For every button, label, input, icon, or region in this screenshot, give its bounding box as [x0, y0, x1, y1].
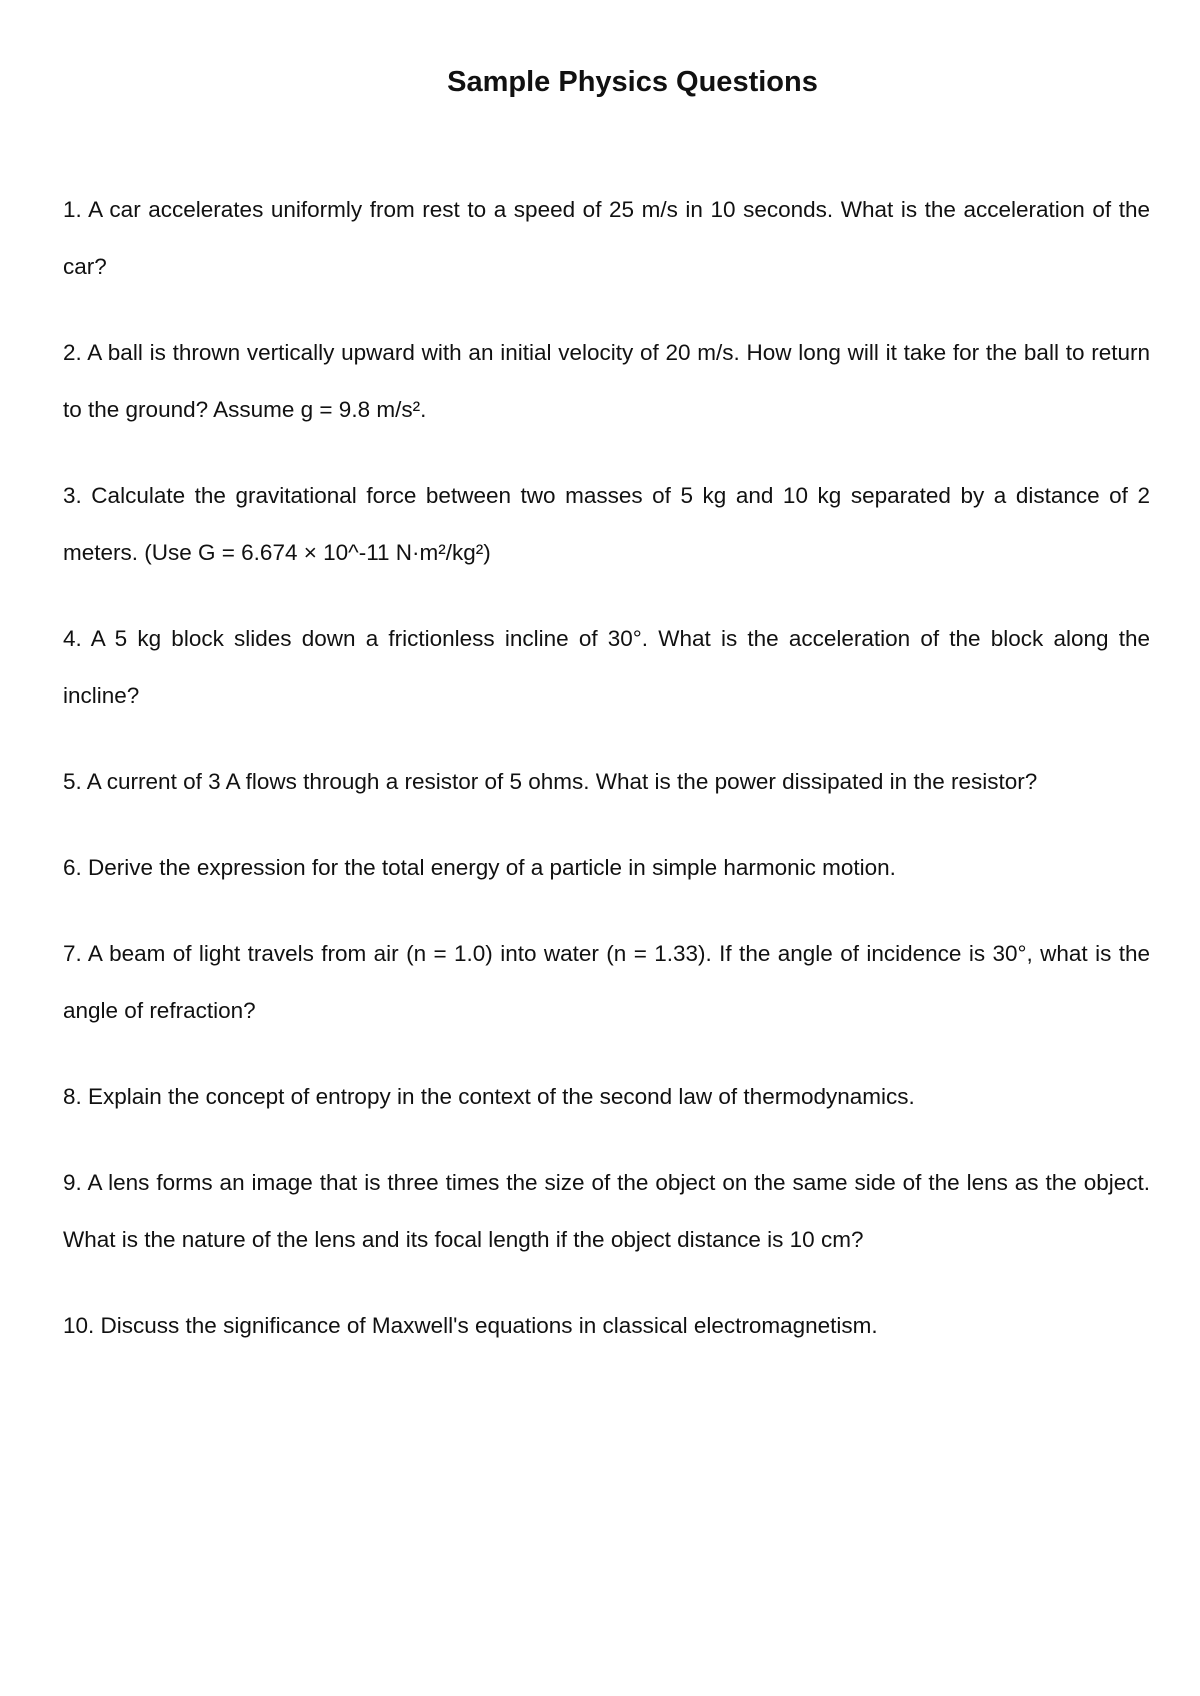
question-4: 4. A 5 kg block slides down a frictionless incline of 30°. What is the acceleration of the block along the incline? [63, 626, 1150, 708]
question-6: 6. Derive the expression for the total energy of a particle in simple harmonic motion. [63, 855, 896, 880]
question-8: 8. Explain the concept of entropy in the context of the second law of thermodynamics. [63, 1084, 915, 1109]
question-list [63, 181, 1150, 1383]
question-7: 7. A beam of light travels from air (n = 1.0) into water (n = 1.33). If the angle of incidence is 30°, what is the angle of refraction? [63, 941, 1150, 1023]
question-1: 1. A car accelerates uniformly from rest to a speed of 25 m/s in 10 seconds. What is the acceleration of the car? [63, 197, 1150, 279]
question-3: 3. Calculate the gravitational force between two masses of 5 kg and 10 kg separated by a distance of 2 meters. (Use G = 6.674 × 10^-11 N·m²/kg²) [63, 483, 1150, 565]
page-title: Sample Physics Questions [447, 66, 818, 98]
question-10: 10. Discuss the significance of Maxwell's equations in classical electromagnetism. [63, 1313, 878, 1338]
question-2: 2. A ball is thrown vertically upward with an initial velocity of 20 m/s. How long will it take for the ball to return to the ground? Assume g = 9.8 m/s². [63, 340, 1150, 422]
question-9: 9. A lens forms an image that is three times the size of the object on the same side of the lens as the object. What is the nature of the lens and its focal length if the object distance is 10 cm? [63, 1170, 1150, 1252]
question-5: 5. A current of 3 A flows through a resistor of 5 ohms. What is the power dissipated in the resistor? [63, 769, 1038, 794]
